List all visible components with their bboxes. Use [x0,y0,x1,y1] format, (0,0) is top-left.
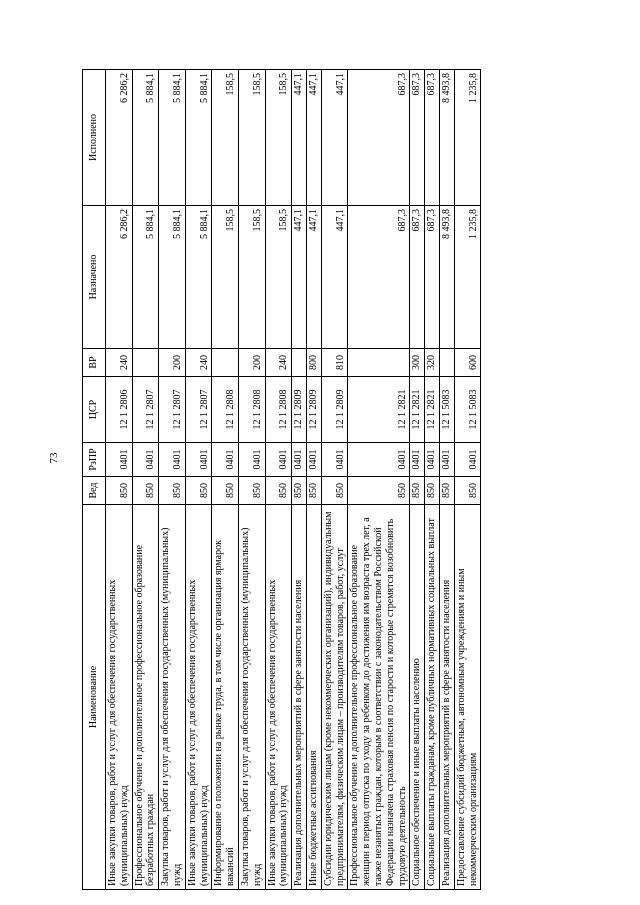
row-ved: 850 [238,477,265,505]
row-executed: 1 235,8 [454,70,481,206]
budget-table [82,69,481,890]
header-csr: ЦСР [83,377,106,443]
table-row [454,70,481,890]
row-vr: 200 [238,349,265,377]
row-rzpr: 0401 [321,443,348,477]
row-csr: 12 1 2807 [185,377,212,443]
row-assigned: 8 493,8 [439,206,454,349]
row-ved: 850 [159,477,186,505]
row-vr [212,349,239,377]
row-executed: 447,1 [306,70,321,206]
row-executed: 5 884,1 [132,70,159,206]
table-row [321,70,348,890]
row-rzpr: 0401 [410,443,425,477]
row-vr [132,349,159,377]
row-name: Закупка товаров, работ и услуг для обеспечения государственных (муниципальных) нужд [238,505,265,890]
row-rzpr: 0401 [238,443,265,477]
row-name: Информирование о положении на рынке труда, в том числе организация ярмарок вакансий [212,505,239,890]
row-rzpr: 0401 [439,443,454,477]
table-row [425,70,440,890]
row-executed: 447,1 [292,70,307,206]
row-executed: 5 884,1 [185,70,212,206]
table-row [292,70,307,890]
row-csr: 12 1 5083 [454,377,481,443]
row-csr: 12 1 2806 [106,377,133,443]
row-executed: 158,5 [238,70,265,206]
row-name: Субсидии юридическим лицам (кроме некоммерческих организаций), индивидуальным предпринимателям, физическим лицам – производителям товаров, работ, услуг [321,505,348,890]
row-ved: 850 [439,477,454,505]
row-assigned: 158,5 [238,206,265,349]
row-assigned: 5 884,1 [185,206,212,349]
row-executed: 687,3 [410,70,425,206]
row-name: Профессиональное обучение и дополнительное профессиональное образование безработных граждан [132,505,159,890]
row-name: Предоставление субсидий бюджетным, автономным учреждениям и иным некоммерческим организациям [454,505,481,890]
table-row [159,70,186,890]
row-vr: 810 [321,349,348,377]
row-csr: 12 1 2821 [348,377,410,443]
row-ved: 850 [132,477,159,505]
table-header-row [83,70,106,890]
row-assigned: 687,3 [410,206,425,349]
row-executed: 158,5 [265,70,292,206]
header-assigned: Назначено [83,206,106,349]
row-name: Иные бюджетные ассигнования [306,505,321,890]
row-name: Иные закупки товаров, работ и услуг для обеспечения государственных (муниципальных) нужд [106,505,133,890]
row-executed: 447,1 [321,70,348,206]
table-row [348,70,410,890]
row-assigned: 1 235,8 [454,206,481,349]
row-csr: 12 1 2809 [306,377,321,443]
row-ved: 850 [106,477,133,505]
row-assigned: 5 884,1 [132,206,159,349]
row-executed: 158,5 [212,70,239,206]
row-ved: 850 [425,477,440,505]
row-name: Социальные выплаты гражданам, кроме публичных нормативных социальных выплат [425,505,440,890]
row-executed: 687,3 [348,70,410,206]
row-rzpr: 0401 [265,443,292,477]
row-vr: 240 [185,349,212,377]
row-rzpr: 0401 [212,443,239,477]
row-vr: 240 [106,349,133,377]
row-executed: 8 493,8 [439,70,454,206]
row-csr: 12 1 2821 [410,377,425,443]
row-vr [439,349,454,377]
table-row [306,70,321,890]
row-vr: 600 [454,349,481,377]
row-rzpr: 0401 [348,443,410,477]
row-csr: 12 1 2807 [159,377,186,443]
table-row [265,70,292,890]
row-assigned: 6 286,2 [106,206,133,349]
row-rzpr: 0401 [292,443,307,477]
row-ved: 850 [185,477,212,505]
row-ved: 850 [410,477,425,505]
row-ved: 850 [348,477,410,505]
row-csr: 12 1 2809 [292,377,307,443]
row-csr: 12 1 5083 [439,377,454,443]
row-name: Профессиональное обучение и дополнительное профессиональное образование женщин в период отпуска по уходу за ребенком до достижения им возраста трех лет, а также незанятых граждан, которым в соответствии с законодательством Российской Федерации назначена страховая пенсия по старости и которые стремятся возобновить трудовую деятельность [348,505,410,890]
row-vr: 320 [425,349,440,377]
row-csr: 12 1 2808 [238,377,265,443]
row-assigned: 447,1 [292,206,307,349]
row-name: Иные закупки товаров, работ и услуг для обеспечения государственных (муниципальных) нужд [185,505,212,890]
row-csr: 12 1 2807 [132,377,159,443]
row-assigned: 158,5 [265,206,292,349]
row-csr: 12 1 2808 [265,377,292,443]
row-executed: 6 286,2 [106,70,133,206]
row-assigned: 158,5 [212,206,239,349]
row-executed: 5 884,1 [159,70,186,206]
table-row [185,70,212,890]
row-ved: 850 [292,477,307,505]
row-csr: 12 1 2809 [321,377,348,443]
row-assigned: 447,1 [306,206,321,349]
page-number: 73 [48,452,60,464]
row-rzpr: 0401 [106,443,133,477]
table-row [439,70,454,890]
row-ved: 850 [212,477,239,505]
row-csr: 12 1 2808 [212,377,239,443]
table-row [106,70,133,890]
header-name: Наименование [83,505,106,890]
header-ved: Вед [83,477,106,505]
row-vr: 800 [306,349,321,377]
row-vr [292,349,307,377]
table-row [238,70,265,890]
row-vr: 300 [410,349,425,377]
row-rzpr: 0401 [425,443,440,477]
row-name: Социальное обеспечение и иные выплаты населению [410,505,425,890]
row-rzpr: 0401 [132,443,159,477]
row-assigned: 687,3 [348,206,410,349]
table-row [410,70,425,890]
header-executed: Исполнено [83,70,106,206]
row-executed: 687,3 [425,70,440,206]
row-assigned: 447,1 [321,206,348,349]
row-vr: 200 [159,349,186,377]
header-vr: ВР [83,349,106,377]
table-row [212,70,239,890]
row-ved: 850 [306,477,321,505]
row-name: Иные закупки товаров, работ и услуг для обеспечения государственных (муниципальных) нужд [265,505,292,890]
table-row [132,70,159,890]
row-rzpr: 0401 [454,443,481,477]
row-ved: 850 [454,477,481,505]
row-name: Реализация дополнительных мероприятий в сфере занятости населения [439,505,454,890]
row-name: Реализация дополнительных мероприятий в сфере занятости населения [292,505,307,890]
row-rzpr: 0401 [185,443,212,477]
row-vr: 240 [265,349,292,377]
row-ved: 850 [321,477,348,505]
row-ved: 850 [265,477,292,505]
row-rzpr: 0401 [306,443,321,477]
header-rzpr: РзПР [83,443,106,477]
row-assigned: 687,3 [425,206,440,349]
row-assigned: 5 884,1 [159,206,186,349]
rotated-table-wrapper [82,70,481,890]
row-name: Закупка товаров, работ и услуг для обеспечения государственных (муниципальных) нужд [159,505,186,890]
row-csr: 12 1 2821 [425,377,440,443]
row-rzpr: 0401 [159,443,186,477]
row-vr [348,349,410,377]
